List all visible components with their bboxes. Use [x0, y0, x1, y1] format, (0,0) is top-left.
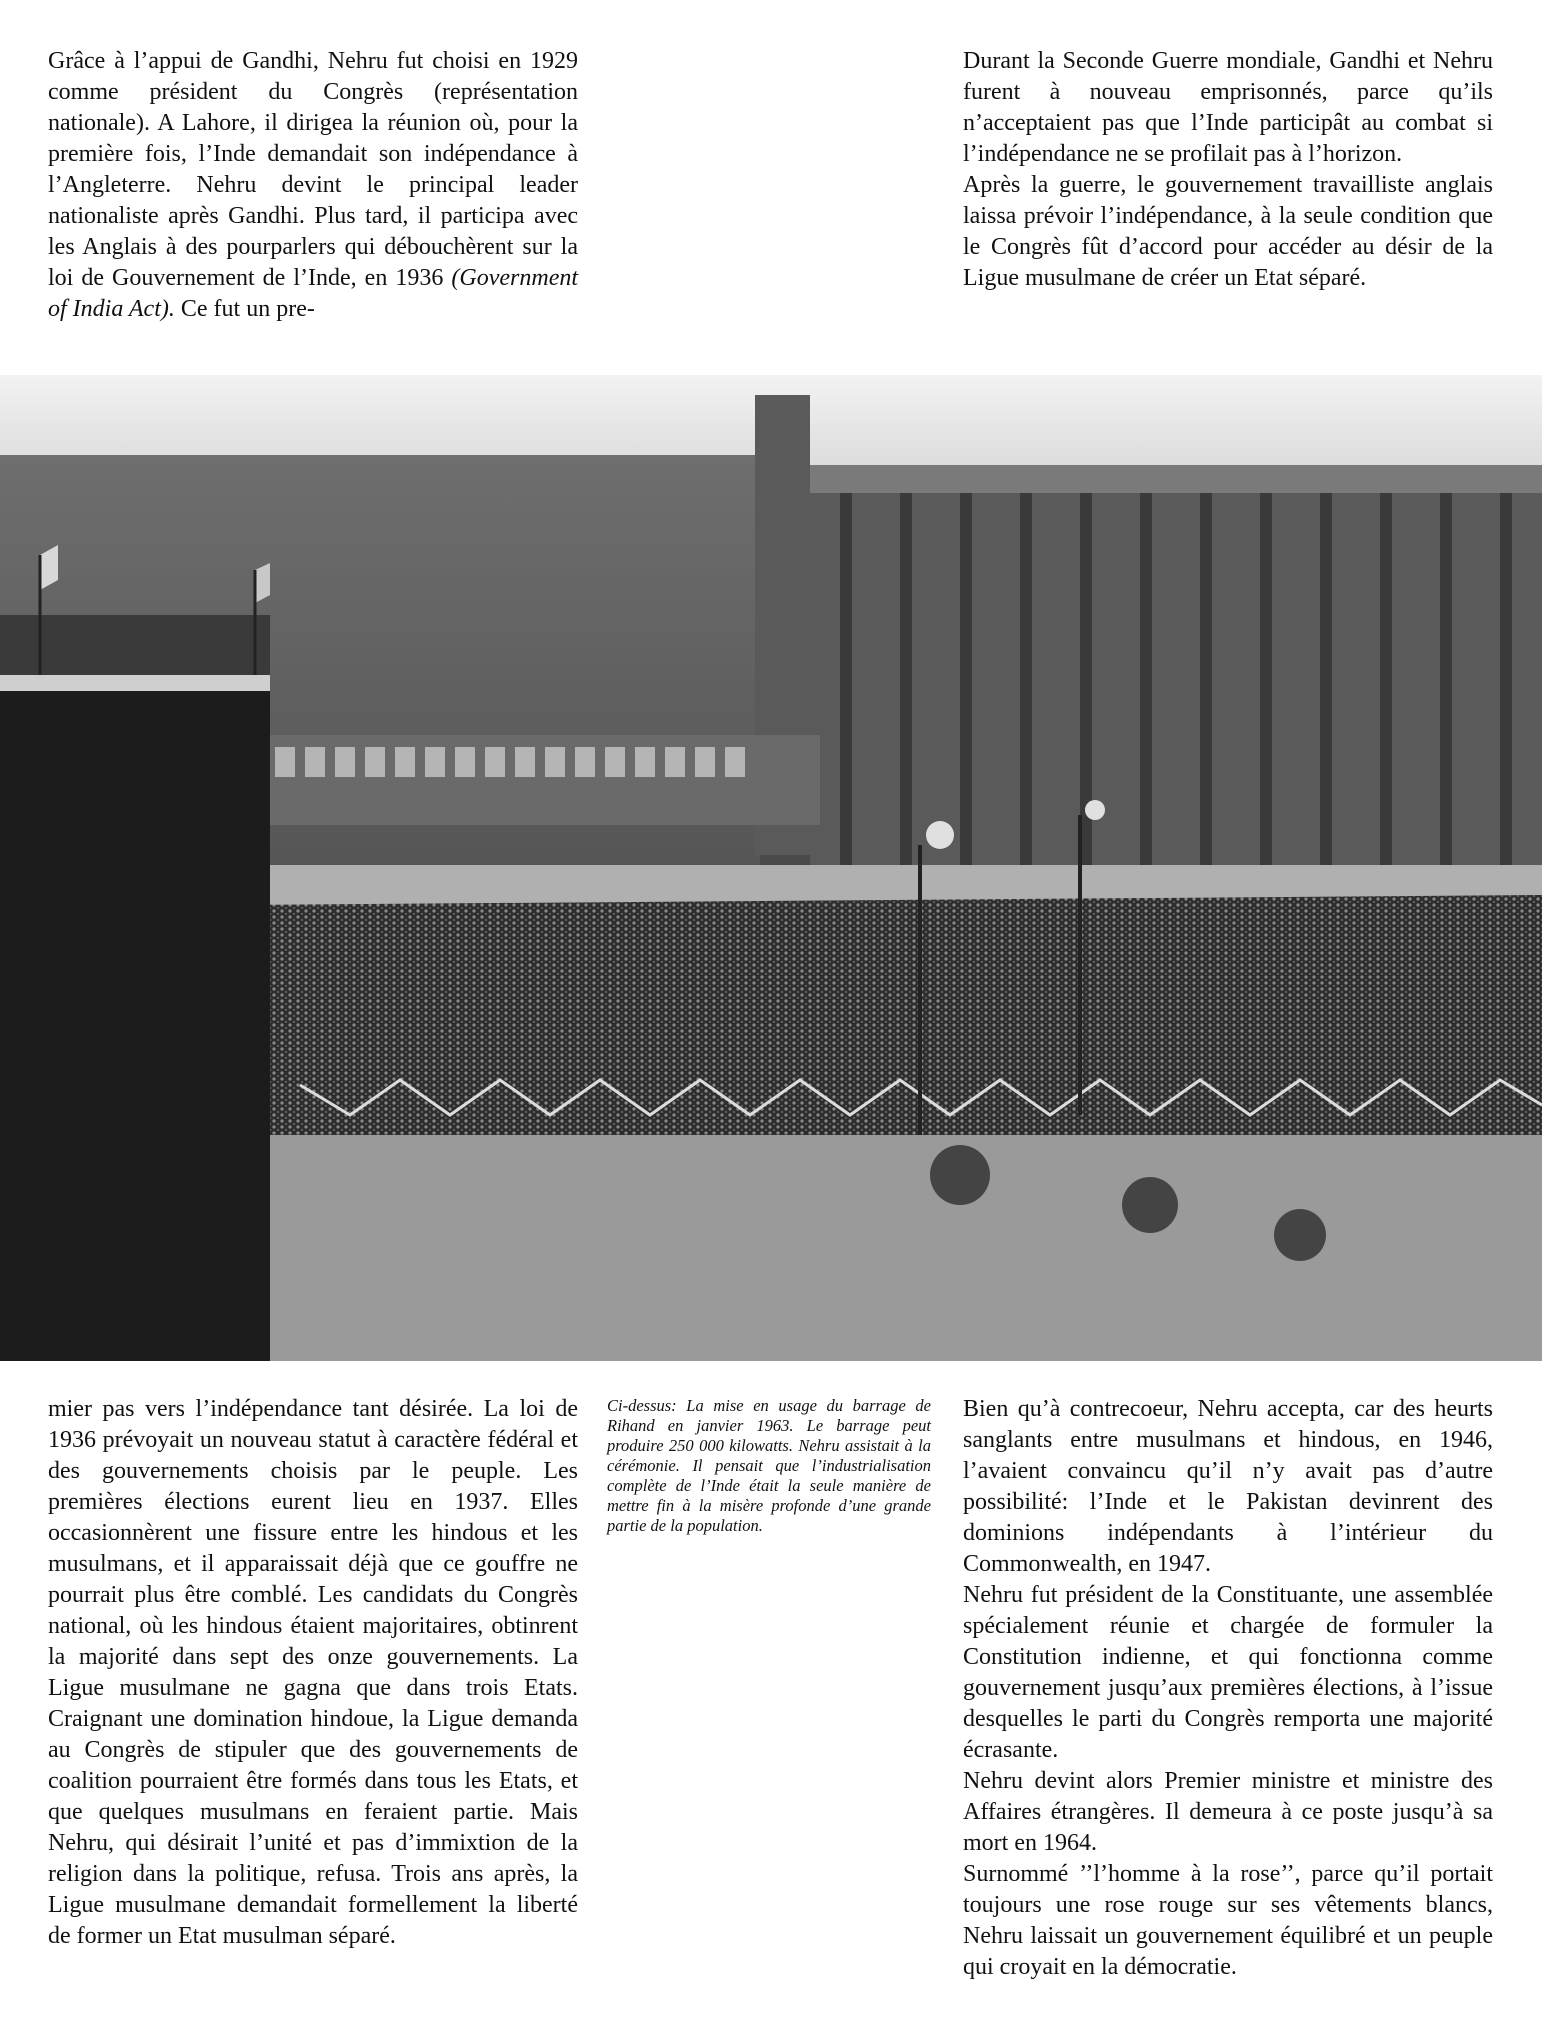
paragraph [48, 46, 578, 325]
photo-caption: Ci-dessus: La mise en usage du barrage de Rihand en janvier 1963. Le barrage peut produire 250 000 kilowatts. Nehru assistait à la cérémonie. Il pensait que l’industrialisation complète de l’Inde était la seule manière de mettre fin à la misère profonde d’une grande partie de la population. [607, 1396, 931, 1535]
paragraph-tail: Ce fut un pre- [174, 296, 315, 322]
paragraph: Durant la Seconde Guerre mondiale, Gandhi et Nehru furent à nouveau emprisonnés, parce qu’ils n’acceptaient pas que l’Inde participât au combat si l’indépendance ne se profilait pas à l’horizon. [963, 48, 1493, 167]
column-top-right [963, 46, 1493, 294]
paragraph: Surnommé ’’l’homme à la rose’’, parce qu’il portait toujours une rose rouge sur ses vêtements blancs, Nehru laissait un gouvernement équilibré et un peuple qui croyait en la démocratie. [963, 1861, 1493, 1980]
act-title: (Government of India Act). [48, 265, 579, 322]
paragraph: Bien qu’à contrecoeur, Nehru accepta, car des heurts sanglants entre musulmans et hindous, en 1946, l’avaient convaincu qu’il n’y avait pas d’autre possibilité: l’Inde et le Pakistan devinrent des dominions indépendants à l’intérieur du Commonwealth, en 1947. [963, 1396, 1493, 1577]
paragraph: Nehru devint alors Premier ministre et ministre des Affaires étrangères. Il demeura à ce poste jusqu’à sa mort en 1964. [963, 1768, 1493, 1856]
column-top-left [48, 46, 578, 325]
paragraph: Après la guerre, le gouvernement travailliste anglais laissa prévoir l’indépendance, à la seule condition que le Congrès fût d’accord pour accéder au désir de la Ligue musulmane de créer un Etat séparé. [963, 172, 1493, 291]
column-bottom-right [963, 1394, 1493, 1983]
paragraph: Nehru fut président de la Constituante, une assemblée spécialement réunie et chargée de formuler la Constitution indienne, et qui fonctionna comme gouvernement jusqu’aux premières élections, à l’issue desquelles le parti du Congrès remporta une majorité écrasante. [963, 1582, 1493, 1763]
dam-photograph [0, 375, 1542, 1361]
paragraph-text: Grâce à l’appui de Gandhi, Nehru fut choisi en 1929 comme président du Congrès (représentation nationale). A Lahore, il dirigea la réunion où, pour la première fois, l’Inde demandait son indépendance à l’Angleterre. Nehru devint le principal leader nationaliste après Gandhi. Plus tard, il participa avec les Anglais à des pourparlers qui débouchèrent sur la loi de Gouvernement de l’Inde, en 1936 [48, 48, 578, 291]
column-bottom-left [48, 1394, 578, 1952]
paragraph: mier pas vers l’indépendance tant désirée. La loi de 1936 prévoyait un nouveau statut à caractère fédéral et des gouvernements choisis par le peuple. Les premières élections eurent lieu en 1937. Elles occasionnèrent une fissure entre les hindous et les musulmans, et il apparaissait déjà que ce gouffre ne pourrait plus être comblé. Les candidats du Congrès national, où les hindous étaient majoritaires, obtinrent la majorité dans sept des onze gouvernements. La Ligue musulmane ne gagna que dans trois Etats. Craignant une domination hindoue, la Ligue demanda au Congrès de stipuler que des gouvernements de coalition pourraient être formés dans tous les Etats, et que quelques musulmans en feraient partie. Mais Nehru, qui désirait l’unité et pas d’immixtion de la religion dans la politique, refusa. Trois ans après, la Ligue musulmane demandait formellement la liberté de former un Etat musulman séparé. [48, 1396, 578, 1949]
